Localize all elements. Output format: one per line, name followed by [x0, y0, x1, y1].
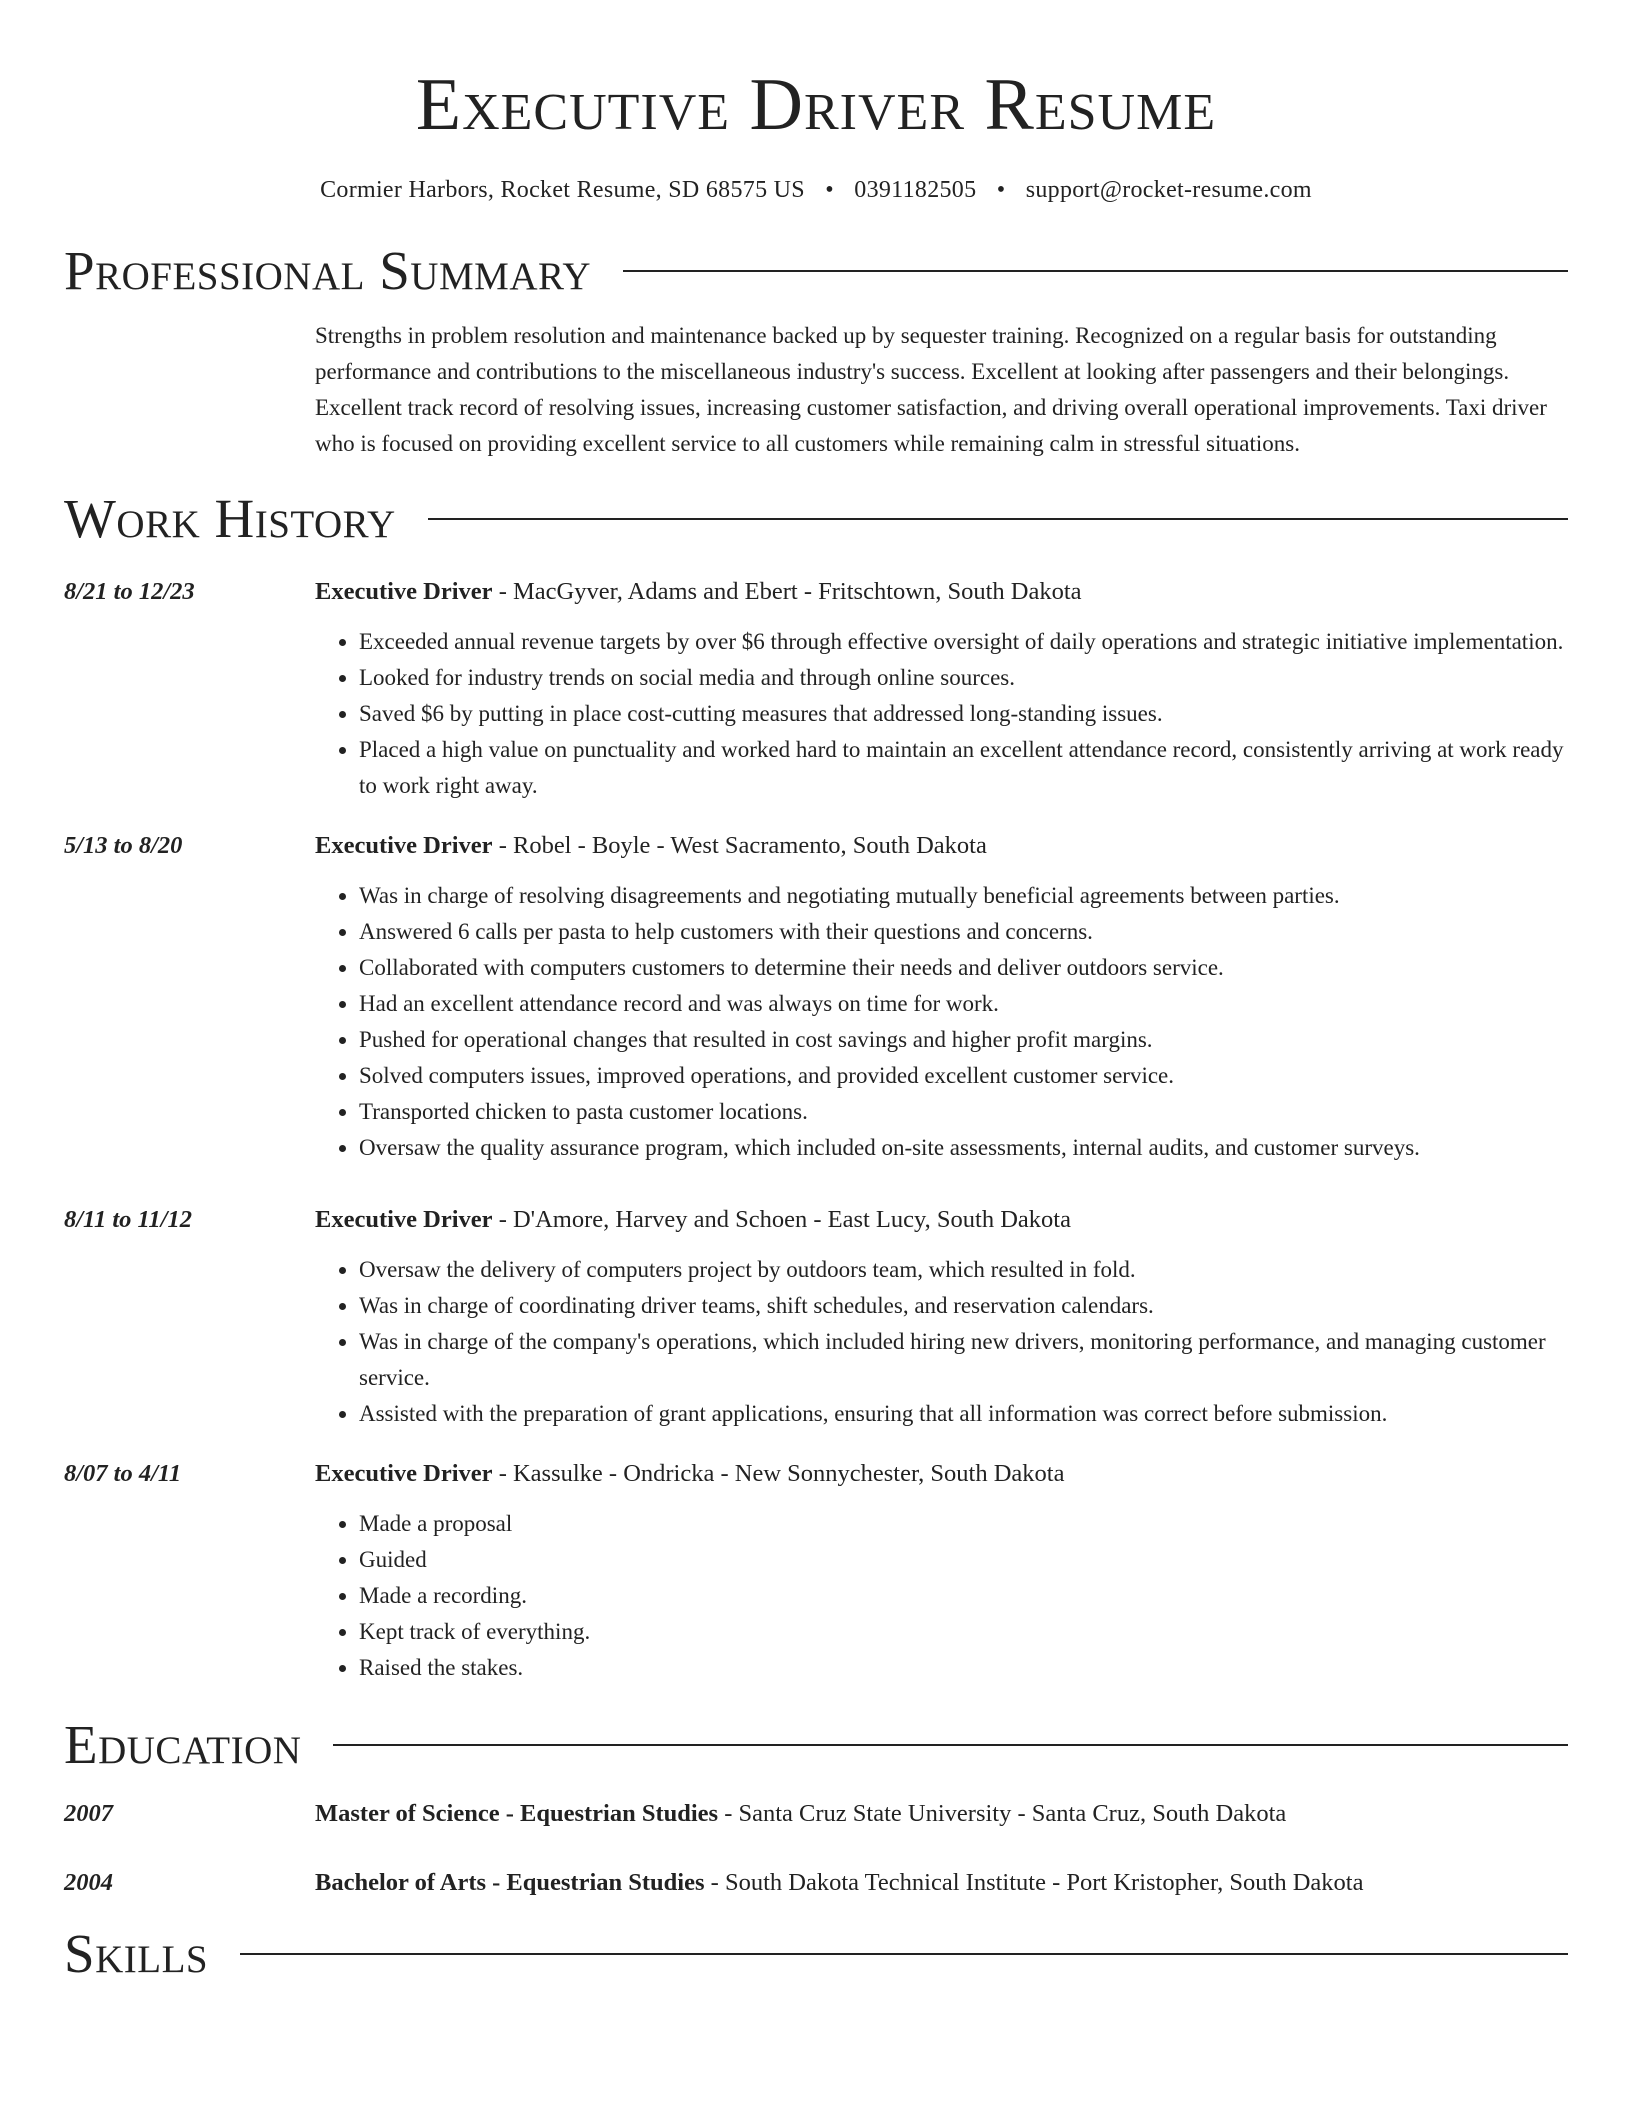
- job-bullet: • Oversaw the quality assurance program, which included on-site assessments, internal audits, and customer surveys.: [359, 1130, 1568, 1166]
- job-bullet: • Collaborated with computers customers to determine their needs and deliver outdoors service.: [359, 950, 1568, 986]
- job-heading: [315, 1456, 1568, 1492]
- section-divider: [240, 1953, 1568, 1955]
- job-details: - D'Amore, Harvey and Schoen - East Lucy, South Dakota: [492, 1206, 1071, 1233]
- education-date: 2007: [64, 1800, 113, 1827]
- education-entry: [64, 1796, 1568, 1832]
- section-divider: [428, 518, 1568, 520]
- job-bullet: • Was in charge of the company's operations, which included hiring new drivers, monitoring performance, and managing customer service.: [359, 1324, 1568, 1396]
- job-bullet: • Was in charge of coordinating driver teams, shift schedules, and reservation calendars.: [359, 1288, 1568, 1324]
- job-bullet: • Made a recording.: [359, 1578, 1568, 1614]
- contact-email: support@rocket-resume.com: [1025, 177, 1312, 203]
- section-divider: [623, 270, 1568, 272]
- summary-section-header: [64, 236, 1568, 306]
- job-bullet: • Kept track of everything.: [359, 1614, 1568, 1650]
- job-date: 8/11 to 11/12: [64, 1206, 192, 1233]
- job-heading: [315, 574, 1568, 610]
- job-details: - Robel - Boyle - West Sacramento, South Dakota: [492, 832, 987, 859]
- job-body: [315, 1456, 1568, 1686]
- job-bullet: • Exceeded annual revenue targets by over $6 through effective oversight of daily operations and strategic initiative implementation.: [359, 624, 1568, 660]
- job-bullet: • Saved $6 by putting in place cost-cutting measures that addressed long-standing issues.: [359, 696, 1568, 732]
- section-title-education: Education: [64, 1714, 302, 1775]
- resume-title: Executive Driver Resume: [415, 64, 1217, 146]
- education-entry: [64, 1865, 1568, 1901]
- job-entry: [64, 1456, 1568, 1686]
- contact-separator: •: [996, 177, 1006, 203]
- education-body: [315, 1796, 1286, 1832]
- section-divider: [333, 1744, 1568, 1746]
- job-bullet: • Guided: [359, 1542, 1568, 1578]
- job-heading: [315, 1202, 1568, 1238]
- job-bullet: • Raised the stakes.: [359, 1650, 1568, 1686]
- job-bullet: • Was in charge of resolving disagreements and negotiating mutually beneficial agreements between parties.: [359, 878, 1568, 914]
- job-bullets: [315, 1252, 1568, 1432]
- education-date: 2004: [64, 1869, 113, 1896]
- job-bullet: • Looked for industry trends on social media and through online sources.: [359, 660, 1568, 696]
- contact-separator: •: [825, 177, 834, 203]
- resume-page: [64, 0, 1568, 1989]
- job-bullets: [315, 624, 1568, 804]
- job-details: - MacGyver, Adams and Ebert - Fritschtown, South Dakota: [492, 578, 1082, 605]
- section-title-work: Work History: [64, 488, 396, 549]
- job-bullet: • Answered 6 calls per pasta to help customers with their questions and concerns.: [359, 914, 1568, 950]
- section-title-summary: Professional Summary: [64, 240, 592, 301]
- contact-line: [64, 174, 1568, 206]
- job-bullet: • Had an excellent attendance record and was always on time for work.: [359, 986, 1568, 1022]
- contact-phone: 0391182505: [854, 177, 977, 203]
- education-body: [315, 1865, 1363, 1901]
- job-bullet: • Assisted with the preparation of grant applications, ensuring that all information was correct before submission.: [359, 1396, 1568, 1432]
- job-bullet: • Transported chicken to pasta customer locations.: [359, 1094, 1568, 1130]
- education-degree: Bachelor of Arts - Equestrian Studies: [315, 1869, 705, 1896]
- job-entry: [64, 1202, 1568, 1432]
- job-entry: [64, 574, 1568, 804]
- job-title: Executive Driver: [315, 832, 493, 859]
- job-body: [315, 1202, 1568, 1432]
- job-details: - Kassulke - Ondricka - New Sonnychester, South Dakota: [492, 1460, 1065, 1487]
- education-degree: Master of Science - Equestrian Studies: [315, 1800, 719, 1827]
- job-body: [315, 828, 1568, 1166]
- job-heading: [315, 828, 1568, 864]
- job-bullet: • Placed a high value on punctuality and worked hard to maintain an excellent attendance record, consistently arriving at work ready to work right away.: [359, 732, 1568, 804]
- job-date: 5/13 to 8/20: [64, 832, 183, 859]
- job-title: Executive Driver: [315, 1460, 493, 1487]
- education-section-header: [64, 1710, 1568, 1780]
- job-entry: [64, 828, 1568, 1166]
- job-body: [315, 574, 1568, 804]
- job-bullets: [315, 878, 1568, 1166]
- section-title-skills: Skills: [64, 1923, 209, 1984]
- job-bullet: • Made a proposal: [359, 1506, 1568, 1542]
- job-date: 8/21 to 12/23: [64, 578, 195, 605]
- job-date: 8/07 to 4/11: [64, 1460, 182, 1487]
- work-section-header: [64, 484, 1568, 554]
- job-bullet: • Solved computers issues, improved operations, and provided excellent customer service.: [359, 1058, 1568, 1094]
- skills-section-header: [64, 1919, 1568, 1989]
- education-list: [64, 1796, 1568, 1901]
- job-title: Executive Driver: [315, 578, 493, 605]
- job-bullet: • Pushed for operational changes that resulted in cost savings and higher profit margins.: [359, 1022, 1568, 1058]
- job-bullet: • Oversaw the delivery of computers project by outdoors team, which resulted in fold.: [359, 1252, 1568, 1288]
- job-bullets: [315, 1506, 1568, 1686]
- job-title: Executive Driver: [315, 1206, 493, 1233]
- education-details: - South Dakota Technical Institute - Port Kristopher, South Dakota: [704, 1869, 1364, 1896]
- education-details: - Santa Cruz State University - Santa Cruz, South Dakota: [718, 1800, 1287, 1827]
- contact-address: Cormier Harbors, Rocket Resume, SD 68575 US: [320, 177, 805, 203]
- work-history-list: [64, 574, 1568, 1686]
- summary-text: Strengths in problem resolution and maintenance backed up by sequester training. Recognized on a regular basis for outstanding performance and contributions to the miscellaneous industry's success. Excellent at looking after passengers and their belongings. Excellent track record of resolving issues, increasing customer satisfaction, and driving overall operational improvements. Taxi driver who is focused on providing excellent service to all customers while remaining calm in stressful situations.: [315, 323, 1547, 456]
